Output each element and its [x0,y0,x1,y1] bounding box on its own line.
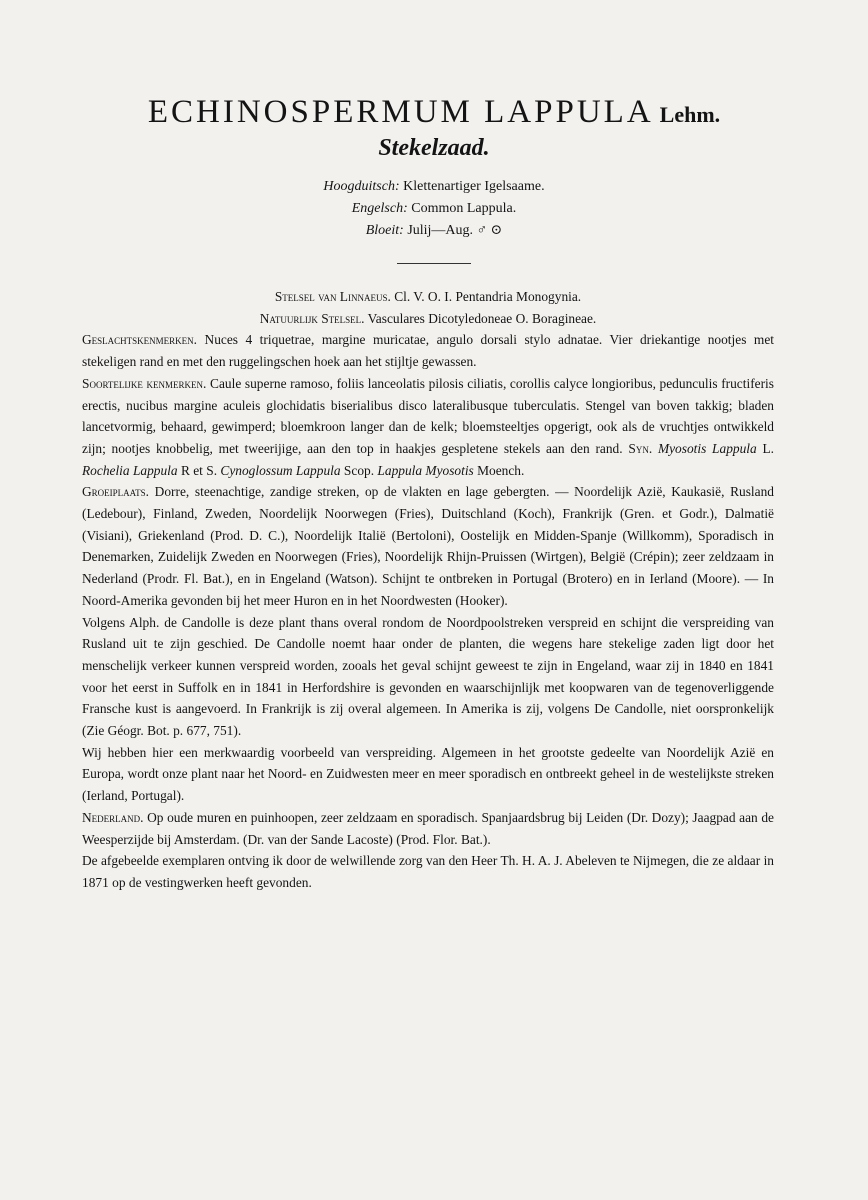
german-name-line [0,176,868,198]
bloom-value: Julij—Aug. ♂ ⊙ [407,223,503,238]
natural-value: Vasculares Dicotyledoneae O. Boragineae. [367,310,597,326]
page-subtitle: Stekelzaad. [378,135,490,161]
synonym-4: Lappula Myosotis [377,462,474,478]
specimens-paragraph: De afgebeelde exemplaren ontving ik door de welwillende zorg van den Heer Th. H. A. J. Abeleven te Nijmegen, die ze aldaar in 1871 op de vestingwerken heeft gevonden. [82,853,774,890]
divider [397,263,471,264]
synonym-3: Cynoglossum Lappula [220,462,341,478]
netherlands-text: Op oude muren en puinhoopen, zeer zeldzaam en sporadisch. Spanjaardsbrug bij Leiden (Dr. Dozy); Jaagpad aan de Weesperzijde bij Amsterdam. (Dr. van der Sande Lacoste) (Prod. Flor. Bat.). [82,809,774,847]
english-value: Common Lappula. [411,201,517,216]
natural-label: Natuurlijk Stelsel. [259,310,365,326]
netherlands-label: Nederland. [82,809,144,825]
title-author: Lehm. [659,102,721,127]
synonym-3-author: Scop. [343,462,375,478]
german-label: Hoogduitsch: [323,179,400,194]
vernacular-names [0,176,868,242]
genus-text: Nuces 4 triquetrae, margine muricatae, angulo dorsali stylo adnatae. Vier driekantige nootjes met stekeligen rand en met den ruggelingschen hoek aan het stijltje gewassen. [82,332,774,370]
species-label: Soortelijke kenmerken. [82,375,207,391]
netherlands-paragraph [82,807,774,850]
species-paragraph [82,373,774,482]
linnaeus-system [82,286,774,308]
bloom-line [0,220,868,242]
syn-label: Syn. [628,440,653,456]
english-name-line [0,198,868,220]
spread-paragraph: Wij hebben hier een merkwaardig voorbeeld van verspreiding. Algemeen in het grootste gedeelte van Noordelijk Azië en Europa, wordt onze plant naar het Noord- en Zuidwesten meer en meer sporadisch en ontbreekt geheel in de westelijkste streken (Ierland, Portugal). [82,744,774,804]
linnaeus-value: Cl. V. O. I. Pentandria Monogynia. [394,289,582,304]
synonym-2: Rochelia Lappula [82,462,178,478]
genus-label: Geslachtskenmerken. [82,332,198,348]
genus-paragraph [82,329,774,372]
english-label: Engelsch: [351,201,408,216]
linnaeus-label: Stelsel van Linnaeus. [274,289,391,304]
synonym-1-author: L. [762,440,774,456]
bloom-label: Bloeit: [365,223,404,238]
title-name: ECHINOSPERMUM LAPPULA [147,94,654,130]
habitat-paragraph [82,481,774,611]
synonym-4-author: Moench. [477,462,525,478]
species-text: Caule superne ramoso, foliis lanceolatis pilosis ciliatis, corollis calyce longioribus, pedunculis fructiferis erectis, nucibus margine aculeis glochidatis biserialibus disco lateralibusque tuberculatis. Stengel van boven takkig; bladen lancetvormig, behaard, gewimperd; bloemkroon langer dan de kelk; bloemsteeltjes opgerigt, ook als de vruchtjes ontwikkeld zijn; nootjes knobbelig, met tweerijige, aan den top in haakjes gespletene stekels aan den rand. [82,375,774,456]
habitat-label: Groeiplaats. [82,484,150,500]
body-text [82,286,774,894]
synonym-2-author: R et S. [180,462,218,478]
page-title [0,94,868,131]
natural-system [82,308,774,330]
habitat-text: Dorre, steenachtige, zandige streken, op de vlakten en lage gebergten. — Noordelijk Azië, Kaukasië, Rusland (Ledebour), Finland, Zweden, Noordelijk Noorwegen (Fries), Duitschland (Koch), Frankrijk (Gren. et Godr.), Dalmatië (Visiani), Griekenland (Prod. D. C.), Noordelijk Italië (Bertoloni), Oostelijk en Midden-Spanje (Willkomm), Sporadisch in Denemarken, Zuidelijk Zweden en Noorwegen (Fries), Noordelijk Rhijn-Pruissen (Wirtgen), België (Crépin); zeer zeldzaam in Nederland (Prodr. Fl. Bat.), en in Engeland (Watson). Schijnt te ontbreken in Portugal (Brotero) en in Ierland (Moore). — In Noord-Amerika gevonden bij het meer Huron en in het Noordwesten (Hooker). [82,484,774,608]
candolle-paragraph: Volgens Alph. de Candolle is deze plant thans overal rondom de Noordpoolstreken verspreid en schijnt die verspreiding van Rusland uit te zijn geschied. De Candolle noemt haar onder de planten, die wegens hare stekelige zaden ligt door het menschelijk verkeer kunnen verspreid worden, zooals het geval schijnt geweest te zijn in Engeland, waar zij in 1840 en 1841 voor het eerst in Suffolk en in 1841 in Herfordshire is gevonden en waarschijnlijk met koopwaren van de tegenoverliggende Fransche kust is aangevoerd. In Frankrijk is zij overal algemeen. In Amerika is zij, volgens De Candolle, niet oorspronkelijk (Zie Géogr. Bot. p. 677, 751). [82,614,774,739]
german-value: Klettenartiger Igelsaame. [403,179,545,194]
synonym-1: Myosotis Lappula [657,440,757,456]
